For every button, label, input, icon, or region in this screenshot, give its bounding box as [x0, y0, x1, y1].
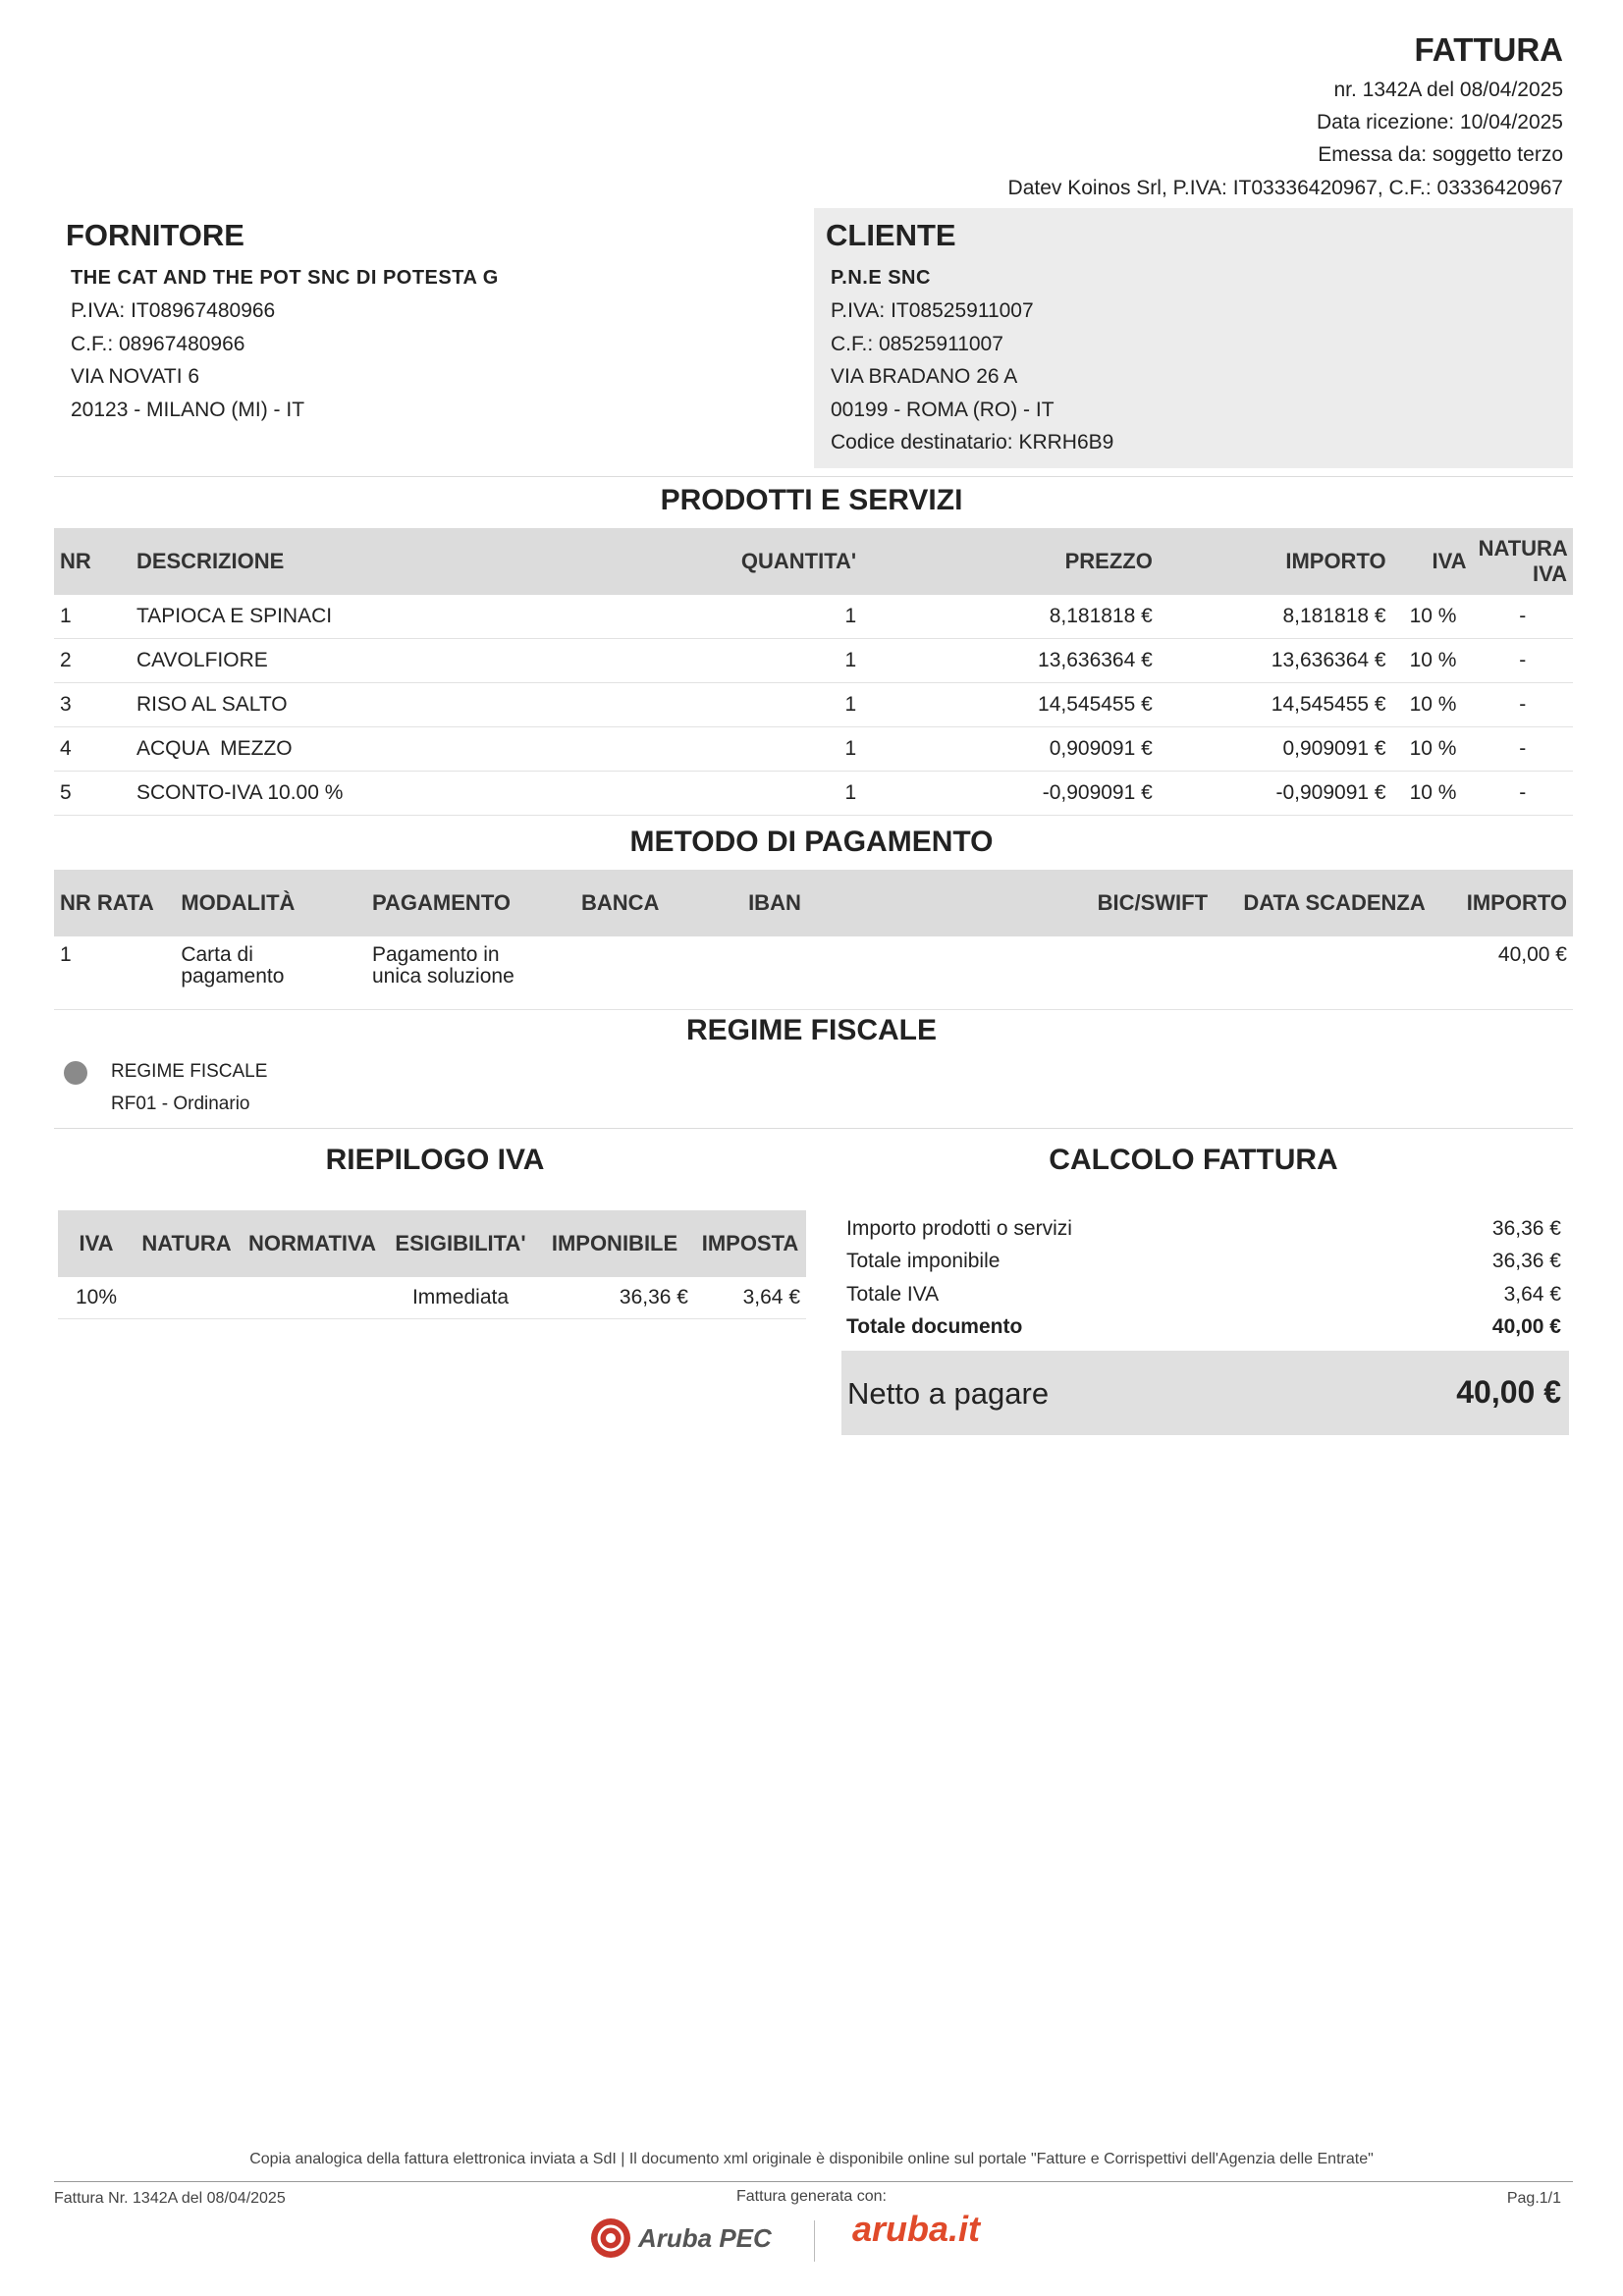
- calc-label-taxable: Totale imponibile: [846, 1250, 1001, 1272]
- regime-label: REGIME FISCALE: [111, 1061, 268, 1082]
- pay-nr: 1: [54, 936, 175, 1010]
- row-price: 0,909091 €: [862, 727, 1159, 772]
- calc-label-total: Totale documento: [846, 1315, 1023, 1338]
- pay-payment-line1: Pagamento in: [372, 943, 500, 966]
- row-natura: -: [1473, 772, 1573, 816]
- regime-value: RF01 - Ordinario: [111, 1094, 250, 1114]
- col-iban: IBAN: [742, 870, 1092, 936]
- col-importo: IMPORTO: [1461, 870, 1573, 936]
- row-price: 14,545455 €: [862, 683, 1159, 727]
- row-natura: -: [1473, 683, 1573, 727]
- row-nr: 3: [54, 683, 131, 727]
- net-value: 40,00 €: [1456, 1374, 1561, 1410]
- client-block: [814, 208, 1573, 468]
- col-amount: IMPORTO: [1159, 528, 1392, 595]
- col-vat-normativa: NORMATIVA: [239, 1210, 386, 1277]
- client-vat: P.IVA: IT08525911007: [831, 299, 1034, 322]
- divider: [54, 476, 1573, 477]
- row-quantity: 1: [709, 772, 862, 816]
- row-natura: -: [1473, 727, 1573, 772]
- pay-mode: [175, 936, 366, 1010]
- table-row: [54, 595, 1573, 639]
- vat-summary-table: [58, 1210, 806, 1319]
- supplier-name: THE CAT AND THE POT SNC DI POTESTA G: [71, 267, 499, 289]
- footer-page: Pag.1/1: [1506, 2190, 1561, 2207]
- row-description: ACQUA MEZZO: [131, 727, 709, 772]
- calc-value-vat: 3,64 €: [1503, 1283, 1561, 1306]
- calc-title: CALCOLO FATTURA: [1049, 1144, 1338, 1176]
- supplier-address: VIA NOVATI 6: [71, 365, 200, 388]
- regime-title: REGIME FISCALE: [685, 1014, 937, 1046]
- vat-normativa: [239, 1277, 386, 1319]
- pay-bic: [1092, 936, 1238, 1010]
- vat-header-row: [58, 1210, 806, 1277]
- client-city: 00199 - ROMA (RO) - IT: [831, 399, 1055, 421]
- third-party-info: Datev Koinos Srl, P.IVA: IT03336420967, C.F.: 03336420967: [1007, 177, 1563, 199]
- calc-label-products: Importo prodotti o servizi: [846, 1217, 1072, 1240]
- row-nr: 2: [54, 639, 131, 683]
- vat-summary-title: RIEPILOGO IVA: [325, 1144, 545, 1176]
- divider: [54, 1128, 1573, 1129]
- supplier-city: 20123 - MILANO (MI) - IT: [71, 399, 305, 421]
- calc-label-vat: Totale IVA: [846, 1283, 940, 1306]
- invoice-title: FATTURA: [1414, 31, 1563, 68]
- vat-imposta: 3,64 €: [694, 1277, 806, 1319]
- row-description: RISO AL SALTO: [131, 683, 709, 727]
- pay-mode-line1: Carta di: [181, 943, 253, 966]
- col-modalita: MODALITÀ: [175, 870, 366, 936]
- pay-iban: [742, 936, 1092, 1010]
- col-pagamento: PAGAMENTO: [366, 870, 575, 936]
- products-header-row: [54, 528, 1573, 595]
- pay-payment-line2: unica soluzione: [372, 965, 514, 988]
- supplier-heading: FORNITORE: [66, 218, 244, 252]
- products-table: [54, 528, 1573, 816]
- footer-note: Copia analogica della fattura elettronica inviata a SdI | Il documento xml originale è disponibile online sul portale "Fatture e Corrispettivi dell'Agenzia delle Entrate": [249, 2151, 1374, 2167]
- table-row: [58, 1277, 806, 1319]
- footer-divider: [54, 2181, 1573, 2182]
- supplier-cf: C.F.: 08967480966: [71, 333, 245, 355]
- col-iva: IVA: [1392, 528, 1473, 595]
- col-vat-imponibile: IMPONIBILE: [535, 1210, 694, 1277]
- bullet-icon: [64, 1061, 87, 1085]
- col-natura-iva: NATURA IVA: [1473, 528, 1573, 595]
- vat-rate: 10%: [58, 1277, 135, 1319]
- table-row: [54, 639, 1573, 683]
- row-price: 8,181818 €: [862, 595, 1159, 639]
- footer-invoice-ref: Fattura Nr. 1342A del 08/04/2025: [54, 2190, 286, 2207]
- row-quantity: 1: [709, 595, 862, 639]
- row-natura: -: [1473, 595, 1573, 639]
- client-name: P.N.E SNC: [831, 267, 931, 289]
- row-description: TAPIOCA E SPINACI: [131, 595, 709, 639]
- col-vat-esigibilita: ESIGIBILITA': [386, 1210, 535, 1277]
- row-description: SCONTO-IVA 10.00 %: [131, 772, 709, 816]
- vat-natura: [135, 1277, 239, 1319]
- row-amount: 0,909091 €: [1159, 727, 1392, 772]
- col-vat-imposta: IMPOSTA: [694, 1210, 806, 1277]
- col-vat-natura: NATURA: [135, 1210, 239, 1277]
- row-amount: -0,909091 €: [1159, 772, 1392, 816]
- pay-due: [1237, 936, 1460, 1010]
- table-row: [54, 683, 1573, 727]
- row-nr: 5: [54, 772, 131, 816]
- pay-payment: [366, 936, 575, 1010]
- aruba-logo: aruba.it: [852, 2209, 981, 2249]
- received-date: Data ricezione: 10/04/2025: [1316, 111, 1563, 133]
- pec-logo-text: Aruba PEC: [638, 2223, 772, 2253]
- col-nr: NR: [54, 528, 131, 595]
- col-nr-rata: NR RATA: [54, 870, 175, 936]
- row-price: -0,909091 €: [862, 772, 1159, 816]
- row-amount: 14,545455 €: [1159, 683, 1392, 727]
- row-description: CAVOLFIORE: [131, 639, 709, 683]
- row-nr: 4: [54, 727, 131, 772]
- calc-value-products: 36,36 €: [1491, 1217, 1561, 1240]
- row-nr: 1: [54, 595, 131, 639]
- payment-header-row: [54, 870, 1573, 936]
- table-row: [54, 772, 1573, 816]
- calc-value-total: 40,00 €: [1491, 1315, 1561, 1338]
- issued-by: Emessa da: soggetto terzo: [1318, 143, 1563, 166]
- row-iva: 10 %: [1392, 595, 1473, 639]
- payment-title: METODO DI PAGAMENTO: [629, 826, 994, 858]
- footer-generated-with: Fattura generata con:: [736, 2188, 887, 2205]
- invoice-number: nr. 1342A del 08/04/2025: [1333, 79, 1563, 101]
- row-iva: 10 %: [1392, 639, 1473, 683]
- col-vat-iva: IVA: [58, 1210, 135, 1277]
- aruba-pec-logo: [589, 2216, 776, 2260]
- calc-value-taxable: 36,36 €: [1491, 1250, 1561, 1272]
- pay-amount: 40,00 €: [1461, 936, 1573, 1010]
- payment-table: [54, 870, 1573, 1010]
- row-quantity: 1: [709, 727, 862, 772]
- col-scadenza: DATA SCADENZA: [1237, 870, 1460, 936]
- row-iva: 10 %: [1392, 727, 1473, 772]
- row-amount: 13,636364 €: [1159, 639, 1392, 683]
- supplier-block: [54, 208, 800, 468]
- row-amount: 8,181818 €: [1159, 595, 1392, 639]
- logo-separator: [814, 2220, 815, 2262]
- row-iva: 10 %: [1392, 683, 1473, 727]
- supplier-vat: P.IVA: IT08967480966: [71, 299, 276, 322]
- pay-mode-line2: pagamento: [181, 965, 285, 988]
- client-recipient-code: Codice destinatario: KRRH6B9: [831, 431, 1114, 454]
- table-row: [54, 727, 1573, 772]
- vat-esigibilita: Immediata: [386, 1277, 535, 1319]
- col-bic: BIC/SWIFT: [1092, 870, 1238, 936]
- net-to-pay-box: [841, 1351, 1569, 1435]
- row-natura: -: [1473, 639, 1573, 683]
- vat-imponibile: 36,36 €: [535, 1277, 694, 1319]
- row-price: 13,636364 €: [862, 639, 1159, 683]
- col-description: DESCRIZIONE: [131, 528, 709, 595]
- row-quantity: 1: [709, 683, 862, 727]
- col-price: PREZZO: [862, 528, 1159, 595]
- row-quantity: 1: [709, 639, 862, 683]
- client-cf: C.F.: 08525911007: [831, 333, 1003, 355]
- table-row: [54, 936, 1573, 1010]
- client-address: VIA BRADANO 26 A: [831, 365, 1018, 388]
- client-heading: CLIENTE: [826, 218, 956, 252]
- products-title: PRODOTTI E SERVIZI: [660, 484, 963, 516]
- col-banca: BANCA: [575, 870, 742, 936]
- row-iva: 10 %: [1392, 772, 1473, 816]
- col-quantity: QUANTITA': [709, 528, 862, 595]
- net-label: Netto a pagare: [847, 1376, 1050, 1411]
- pec-seal-icon: [589, 2216, 632, 2260]
- pay-bank: [575, 936, 742, 1010]
